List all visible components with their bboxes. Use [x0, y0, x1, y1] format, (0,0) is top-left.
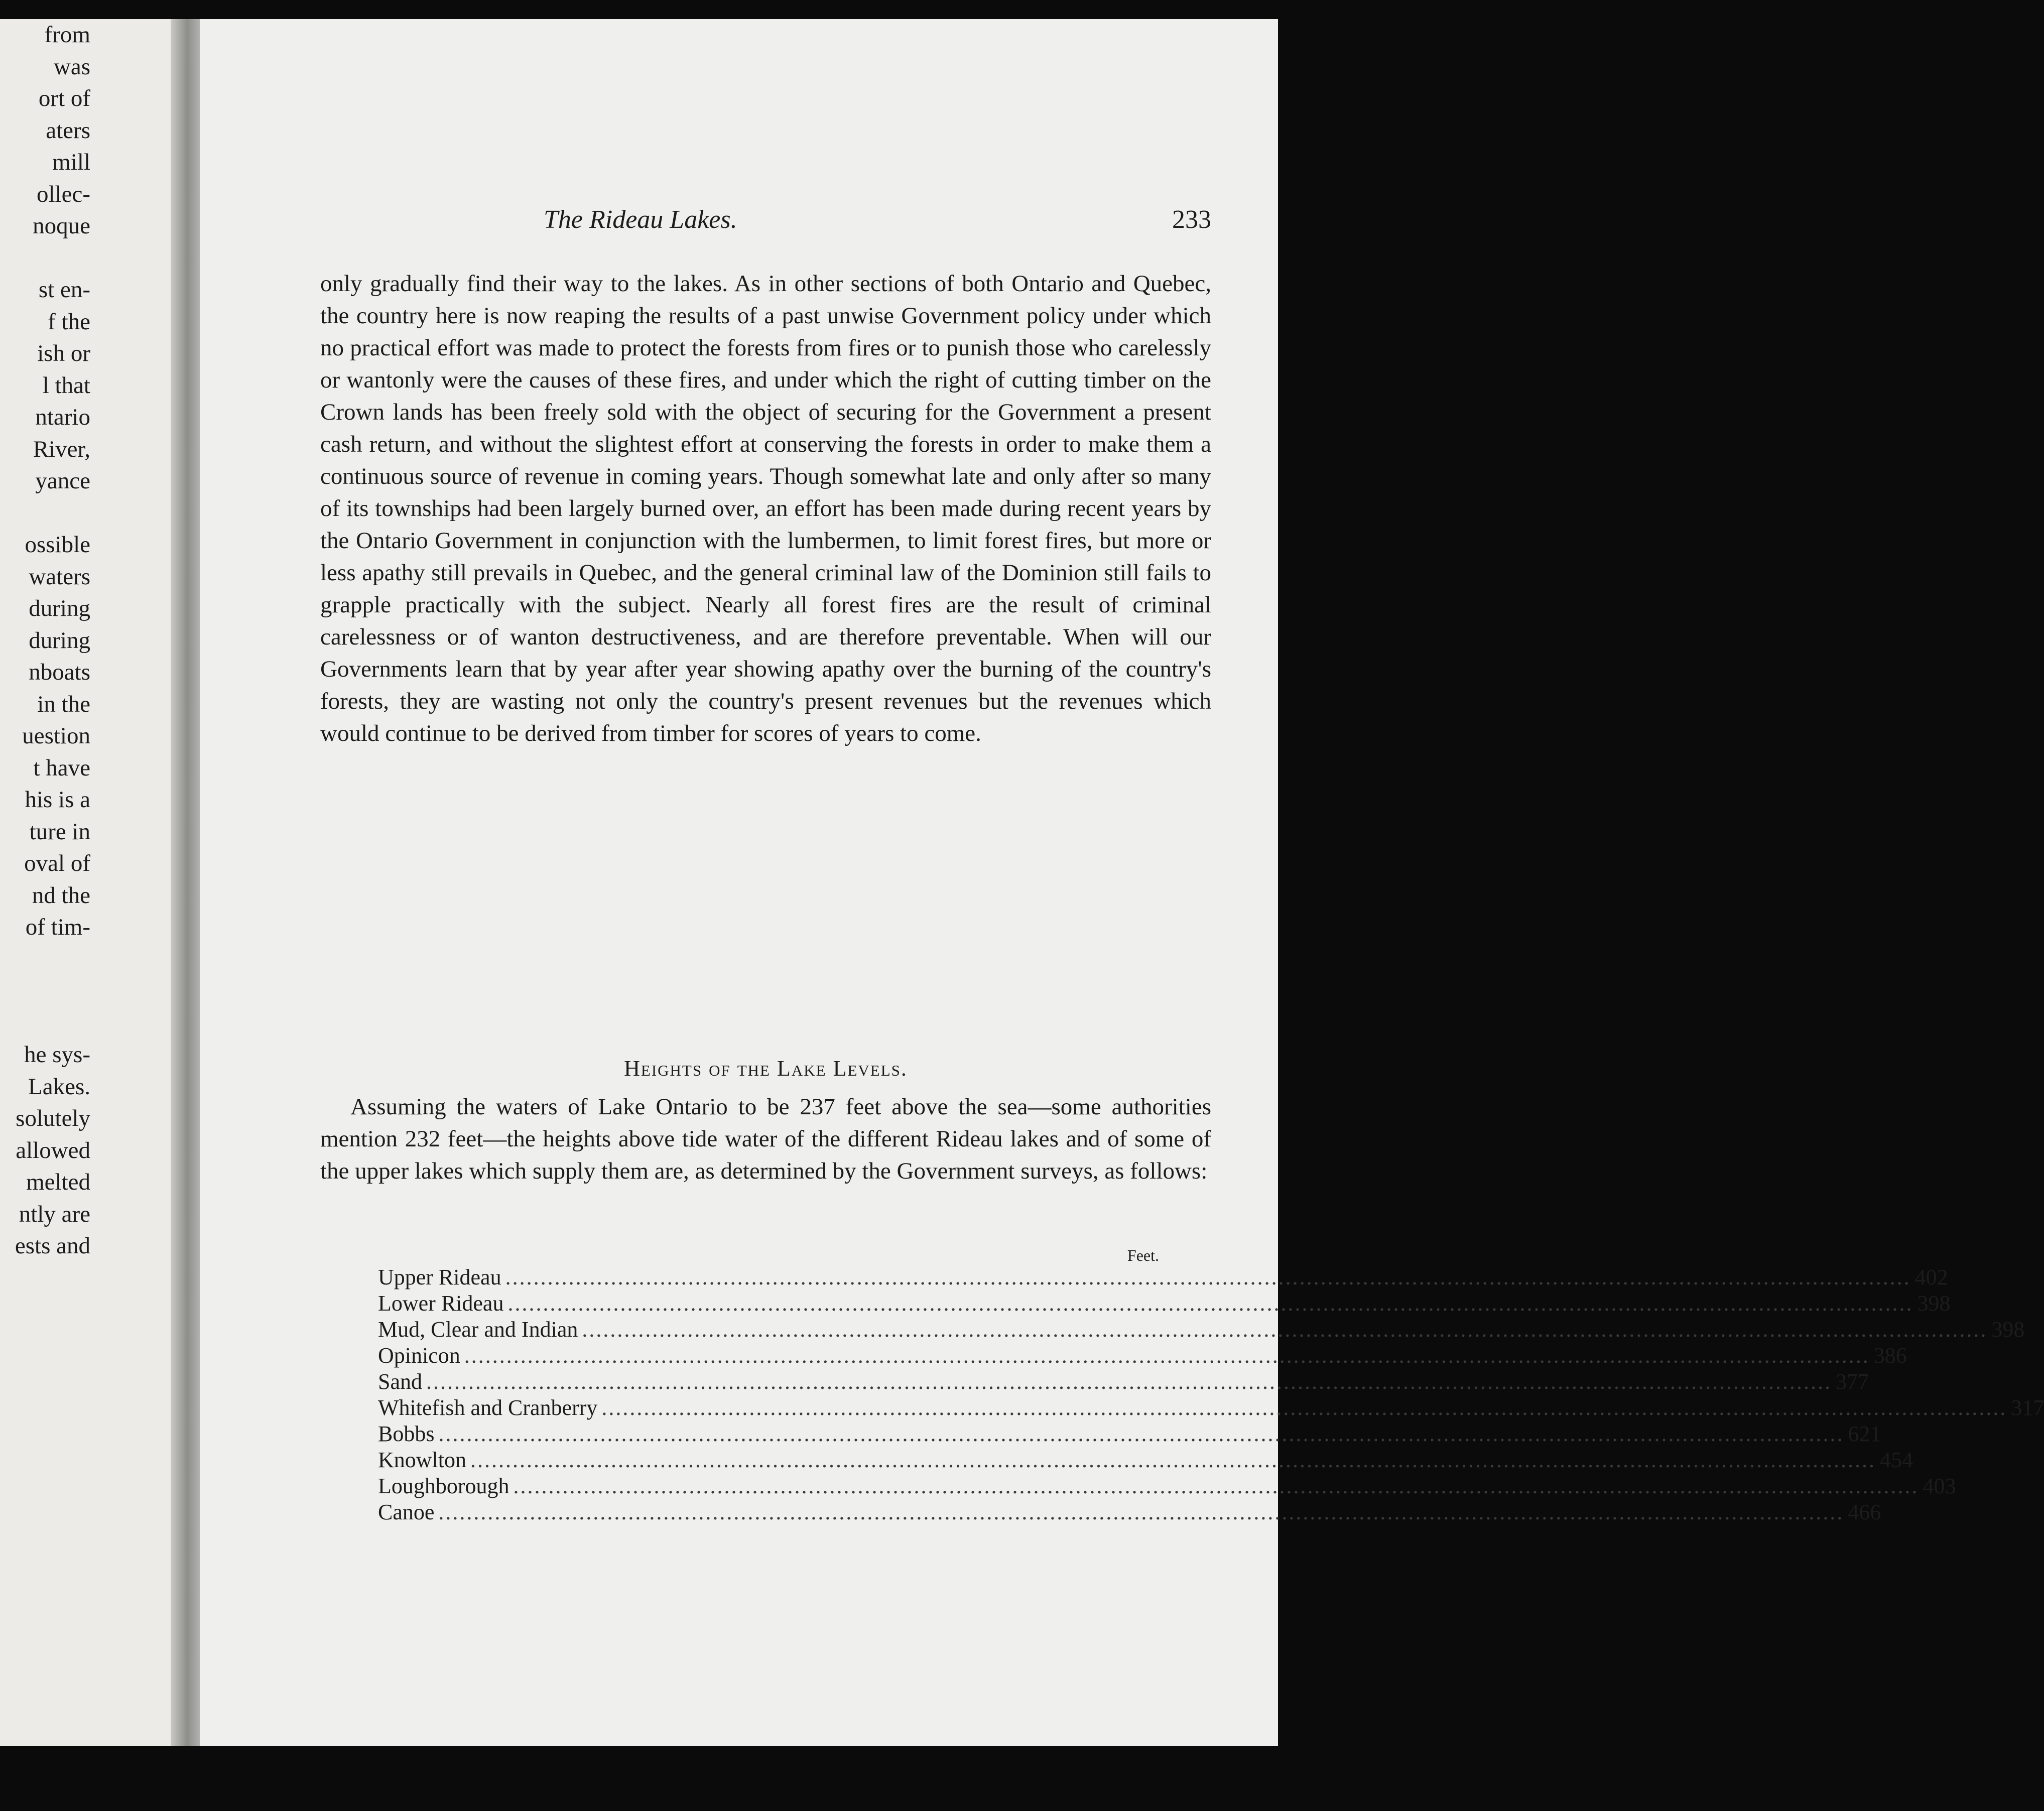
- running-title: The Rideau Lakes.: [544, 205, 737, 234]
- dot-leader: ........................................................................................................................................................................................................: [470, 1448, 1876, 1472]
- left-page-line: [0, 944, 90, 976]
- dot-leader: ........................................................................................................................................................................................................: [438, 1500, 1844, 1524]
- lake-name: Whitefish and Cranberry: [378, 1395, 598, 1420]
- lake-height-feet: 398: [1917, 1291, 1951, 1316]
- left-page-line: ntly are: [19, 1201, 90, 1227]
- lake-name: Knowlton: [378, 1448, 466, 1472]
- scan-border: [0, 1746, 1311, 1811]
- left-page-line: Lakes.: [28, 1073, 90, 1100]
- left-page-line: [0, 1007, 90, 1040]
- lake-name: Bobbs: [378, 1421, 435, 1446]
- dot-leader: ........................................................................................................................................................................................................: [507, 1291, 1913, 1316]
- left-page-line: in the: [37, 691, 90, 717]
- left-page-line: [0, 242, 90, 275]
- dot-leader: ........................................................................................................................................................................................................: [513, 1474, 1919, 1498]
- left-page-line: nd the: [32, 882, 90, 909]
- dot-leader: ........................................................................................................................................................................................................: [426, 1369, 1832, 1394]
- left-page-line: f the: [48, 308, 90, 335]
- dot-leader: ........................................................................................................................................................................................................: [438, 1421, 1844, 1446]
- left-page-line: st en-: [38, 277, 90, 303]
- page-number: 233: [1172, 205, 1211, 234]
- dot-leader: ........................................................................................................................................................................................................: [601, 1395, 2007, 1420]
- left-page-line: ture in: [29, 818, 90, 845]
- body-paragraph-2: Assuming the waters of Lake Ontario to be 237 feet above the sea—some authorities mention 232 feet—the heights above tide water of the different Rideau lakes and of some of the upper lakes which supply them are, as determined by the Government surveys, as follows:: [320, 1094, 1211, 1184]
- table-row: [378, 1395, 2044, 1421]
- table-row: [378, 1264, 1948, 1290]
- table-row: [378, 1369, 1869, 1395]
- left-page-line: River,: [33, 436, 90, 462]
- left-facing-page: [0, 19, 193, 1746]
- dot-leader: ........................................................................................................................................................................................................: [582, 1317, 1988, 1342]
- lake-height-feet: 398: [1991, 1317, 2025, 1342]
- lake-name: Mud, Clear and Indian: [378, 1317, 578, 1342]
- left-page-line: t have: [33, 754, 90, 781]
- left-page-line: was: [53, 53, 90, 80]
- lake-height-feet: 403: [1923, 1474, 1956, 1498]
- left-page-line: during: [29, 595, 90, 621]
- table-row: [378, 1290, 1951, 1317]
- left-page-line: during: [29, 627, 90, 654]
- table-row: [378, 1499, 1881, 1525]
- left-page-line: mill: [52, 149, 90, 175]
- lake-height-feet: 386: [1873, 1343, 1907, 1368]
- left-page-line: ntario: [35, 404, 90, 430]
- left-page-line: of tim-: [25, 914, 90, 940]
- dot-leader: ........................................................................................................................................................................................................: [505, 1265, 1911, 1289]
- table-row: [378, 1421, 1881, 1447]
- lake-name: Sand: [378, 1369, 422, 1394]
- left-page-line: ests and: [15, 1233, 90, 1259]
- table-row: [378, 1447, 1913, 1473]
- left-page-line: [0, 497, 90, 530]
- left-page-line: he sys-: [24, 1042, 90, 1068]
- lake-name: Lower Rideau: [378, 1291, 504, 1316]
- lake-height-feet: 454: [1880, 1448, 1913, 1472]
- table-row: [378, 1317, 2025, 1343]
- lake-name: Canoe: [378, 1500, 435, 1524]
- left-page-line: ollec-: [37, 181, 90, 207]
- left-page-line: waters: [29, 563, 90, 590]
- section-heading: Heights of the Lake Levels.: [624, 1056, 908, 1081]
- body-paragraph-1: only gradually find their way to the lakes. As in other sections of both Ontario and Quebec, the country here is now reaping the results of a past unwise Government policy under which no practical effort was made to protect the forests from fires or to punish those who carelessly or wantonly were the causes of these fires, and under which the right of cutting timber on the Crown lands has been freely sold with the object of securing for the Government a present cash return, and without the slightest effort at conserving the forests in order to make them a continuous source of revenue in coming years. Though somewhat late and only after so many of its townships had been largely burned over, an effort has been made during recent years by the Ontario Government in conjunction with the lumbermen, to limit forest fires, but more or less apathy still prevails in Quebec, and the general criminal law of the Dominion still fails to grapple practically with the subject. Nearly all forest fires are the result of criminal carelessness or of wanton destructiveness, and are therefore preventable. When will our Governments learn that by year after year showing apathy over the burning of the country's forests, they are wasting not only the country's present revenues but the revenues which would continue to be derived from timber for scores of years to come.: [320, 271, 1211, 746]
- lake-name: Loughborough: [378, 1474, 509, 1498]
- left-page-line: ish or: [37, 340, 90, 366]
- left-page-line: ossible: [25, 532, 90, 558]
- book-page: [200, 19, 2044, 1746]
- lake-heights-table: [378, 1246, 2044, 1525]
- left-page-line: nboats: [29, 659, 90, 685]
- left-page-line: from: [44, 22, 90, 48]
- lake-height-feet: 317: [2011, 1395, 2044, 1420]
- lake-height-feet: 466: [1848, 1500, 1881, 1524]
- left-page-line: yance: [35, 468, 90, 494]
- table-row: [378, 1343, 1907, 1369]
- left-page-line: aters: [46, 117, 90, 144]
- left-page-line: l that: [42, 372, 90, 399]
- left-page-line: [0, 975, 90, 1007]
- left-page-line: melted: [26, 1169, 90, 1195]
- book-gutter-shadow: [171, 19, 201, 1746]
- lake-height-feet: 377: [1836, 1369, 1869, 1394]
- page-header: [320, 205, 1211, 245]
- left-page-line: his is a: [25, 787, 90, 813]
- left-page-line: noque: [33, 213, 90, 239]
- lake-height-feet: 621: [1848, 1421, 1881, 1446]
- lake-height-feet: 402: [1914, 1265, 1948, 1289]
- left-page-line: oval of: [24, 850, 90, 876]
- lake-name: Opinicon: [378, 1343, 460, 1368]
- table-unit-header: Feet.: [1127, 1246, 1159, 1264]
- left-page-line: allowed: [16, 1137, 90, 1163]
- left-page-text-fragments: [0, 19, 90, 1262]
- table-row: [378, 1473, 1956, 1499]
- lake-name: Upper Rideau: [378, 1265, 501, 1289]
- left-page-line: uestion: [22, 723, 90, 749]
- left-page-line: solutely: [16, 1105, 90, 1131]
- dot-leader: ........................................................................................................................................................................................................: [464, 1343, 1870, 1368]
- left-page-line: ort of: [38, 85, 90, 111]
